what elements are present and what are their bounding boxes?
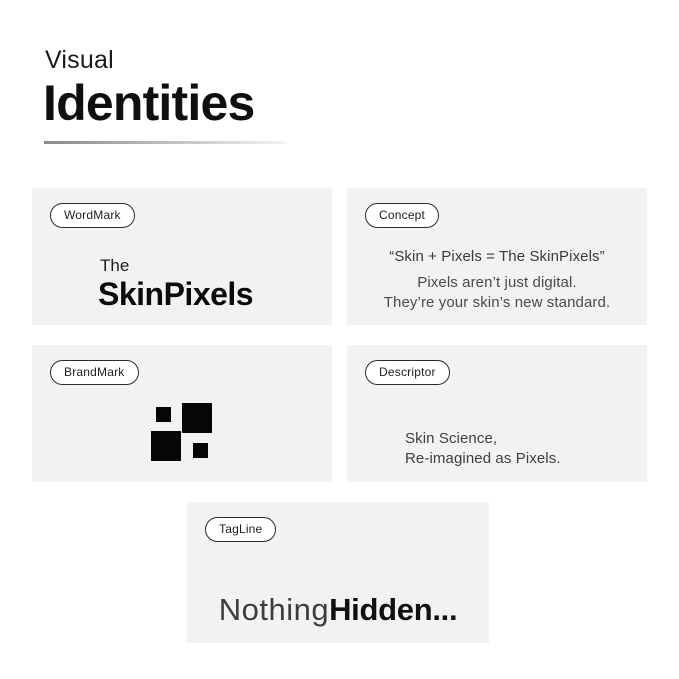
- tagline-light-word: Nothing: [218, 592, 330, 627]
- tagline-text: [187, 592, 489, 628]
- pixel-squares-logo-icon: [151, 403, 213, 461]
- card-wordmark: [32, 188, 332, 325]
- card-concept: [347, 188, 647, 325]
- pixel-square-top-right: [182, 403, 212, 433]
- badge-descriptor: Descriptor: [365, 360, 450, 385]
- card-descriptor: [347, 345, 647, 482]
- pixel-square-bottom-right: [193, 443, 208, 458]
- badge-brandmark: BrandMark: [50, 360, 139, 385]
- title-underline: [44, 141, 285, 144]
- pixel-square-bottom-left: [151, 431, 181, 461]
- page-title: Identities: [43, 75, 255, 131]
- wordmark-lockup: [98, 256, 253, 310]
- concept-text: [347, 248, 647, 312]
- descriptor-line-2: Re-imagined as Pixels.: [405, 450, 561, 467]
- badge-wordmark: WordMark: [50, 203, 135, 228]
- badge-concept: Concept: [365, 203, 439, 228]
- wordmark-name: SkinPixels: [98, 276, 254, 312]
- descriptor-line-1: Skin Science,: [405, 430, 498, 447]
- descriptor-text: [405, 429, 561, 469]
- badge-tagline: TagLine: [205, 517, 276, 542]
- card-tagline: [187, 502, 489, 643]
- pixel-square-top-left: [156, 407, 171, 422]
- concept-line-3: They’re your skin’s new standard.: [383, 293, 611, 311]
- header-eyebrow: Visual: [45, 46, 114, 74]
- wordmark-prefix: The: [100, 256, 130, 275]
- card-brandmark: [32, 345, 332, 482]
- concept-line-2: Pixels aren’t just digital.: [417, 274, 577, 291]
- tagline-bold-word: Hidden...: [329, 592, 458, 627]
- concept-quote: “Skin + Pixels = The SkinPixels”: [389, 248, 605, 265]
